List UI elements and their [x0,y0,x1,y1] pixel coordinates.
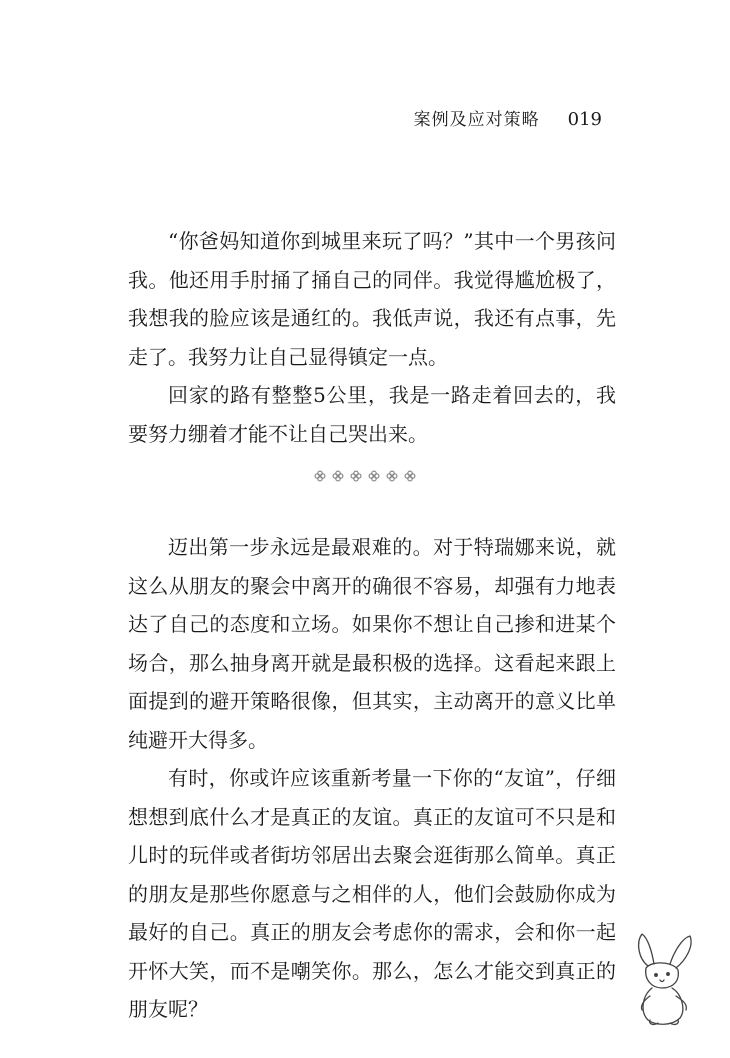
bunny-doodle-icon [630,928,700,1028]
paragraph: “你爸妈知道你到城里来玩了吗？”其中一个男孩问我。他还用手肘捅了捅自己的同伴。我觉得尴尬极了，我想我的脸应该是通红的。我低声说，我还有点事，先走了。我努力让自己显得镇定一点。 [128,229,616,369]
paragraph: 迈出第一步永远是最艰难的。对于特瑞娜来说，就这么从朋友的聚会中离开的确很不容易，却强有力地表达了自己的态度和立场。如果你不想让自己掺和进某个场合，那么抽身离开就是最积极的选择。这看起来跟上面提到的避开策略很像，但其实，主动离开的意义比单纯避开大得多。 [128,535,616,752]
clover-ornament-icon [368,470,380,482]
paragraph: 有时，你或许应该重新考量一下你的“友谊”，仔细想想到底什么才是真正的友谊。真正的友谊可不只是和儿时的玩伴或者街坊邻居出去聚会逛街那么简单。真正的朋友是那些你愿意与之相伴的人，他们会鼓励你成为最好的自己。真正的朋友会考虑你的需求，会和你一起开怀大笑，而不是嘲笑你。那么，怎么才能交到真正的朋友呢？ [128,766,616,1021]
clover-ornament-icon [314,470,326,482]
text-block-bottom [128,528,616,1029]
running-header [414,105,602,130]
clover-ornament-icon [332,470,344,482]
page-number: 019 [567,109,602,130]
paragraph: 回家的路有整整5公里，我是一路走着回去的，我要努力绷着才能不让自己哭出来。 [128,383,616,446]
chapter-title: 案例及应对策略 [413,110,540,130]
clover-ornament-icon [350,470,362,482]
section-separator [0,470,730,482]
clover-ornament-icon [386,470,398,482]
text-block-top [128,222,616,453]
clover-ornament-icon [404,470,416,482]
